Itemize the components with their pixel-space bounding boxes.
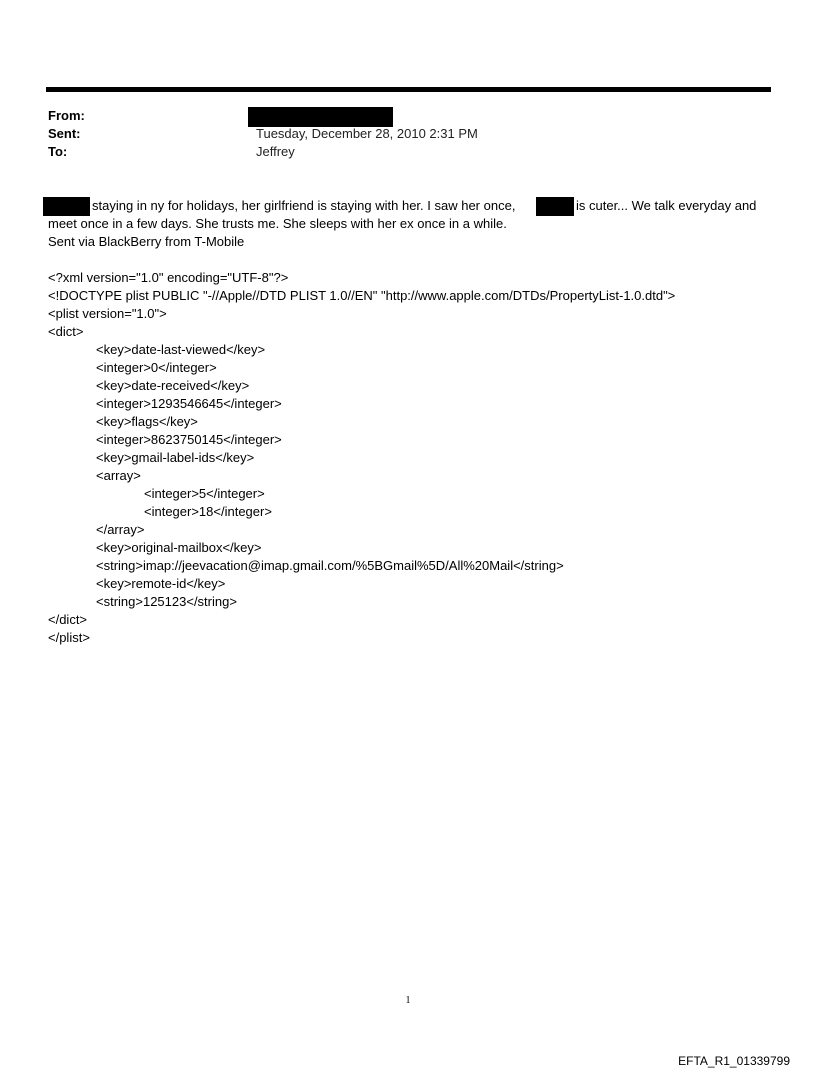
plist-line: <integer>5</integer>	[144, 486, 265, 501]
plist-line: <key>date-last-viewed</key>	[96, 342, 266, 357]
plist-line: <array>	[96, 468, 141, 483]
plist-line: <string>125123</string>	[96, 594, 237, 609]
name-redaction-1	[43, 197, 90, 216]
page-number: 1	[405, 995, 411, 1006]
plist-line: <integer>8623750145</integer>	[96, 432, 282, 447]
name-redaction-2	[536, 197, 574, 216]
plist-line: <key>date-received</key>	[96, 378, 250, 393]
message-line-2: meet once in a few days. She trusts me. She sleeps with her ex once in a while.	[48, 216, 507, 231]
plist-line: <!DOCTYPE plist PUBLIC "-//Apple//DTD PLIST 1.0//EN" "http://www.apple.com/DTDs/PropertyList-1.0.dtd">	[48, 288, 676, 303]
plist-line: <key>remote-id</key>	[96, 576, 226, 591]
plist-line: <dict>	[48, 324, 84, 339]
plist-line: <plist version="1.0">	[48, 306, 167, 321]
message-line-1b: is cuter... We talk everyday and	[576, 198, 757, 213]
to-label: To:	[48, 144, 68, 159]
header-rule	[46, 87, 771, 92]
message-signature: Sent via BlackBerry from T-Mobile	[48, 234, 245, 249]
document-id: EFTA_R1_01339799	[678, 1054, 790, 1068]
plist-line: <string>imap://jeevacation@imap.gmail.com/%5BGmail%5D/All%20Mail</string>	[96, 558, 564, 573]
plist-line: <integer>1293546645</integer>	[96, 396, 282, 411]
plist-line: </plist>	[48, 630, 90, 645]
plist-line: <integer>18</integer>	[144, 504, 272, 519]
sent-value: Tuesday, December 28, 2010 2:31 PM	[256, 126, 478, 141]
plist-line: <key>flags</key>	[96, 414, 198, 429]
plist-line: <key>original-mailbox</key>	[96, 540, 262, 555]
sent-label: Sent:	[48, 126, 81, 141]
from-redaction	[248, 107, 393, 127]
message-line-1a: staying in ny for holidays, her girlfriend is staying with her. I saw her once,	[92, 198, 516, 213]
plist-line: <key>gmail-label-ids</key>	[96, 450, 255, 465]
plist-line: <integer>0</integer>	[96, 360, 217, 375]
from-label: From:	[48, 108, 85, 123]
plist-line: </dict>	[48, 612, 88, 627]
plist-line: <?xml version="1.0" encoding="UTF-8"?>	[48, 270, 289, 285]
to-value: Jeffrey	[256, 144, 295, 159]
plist-line: </array>	[96, 522, 145, 537]
